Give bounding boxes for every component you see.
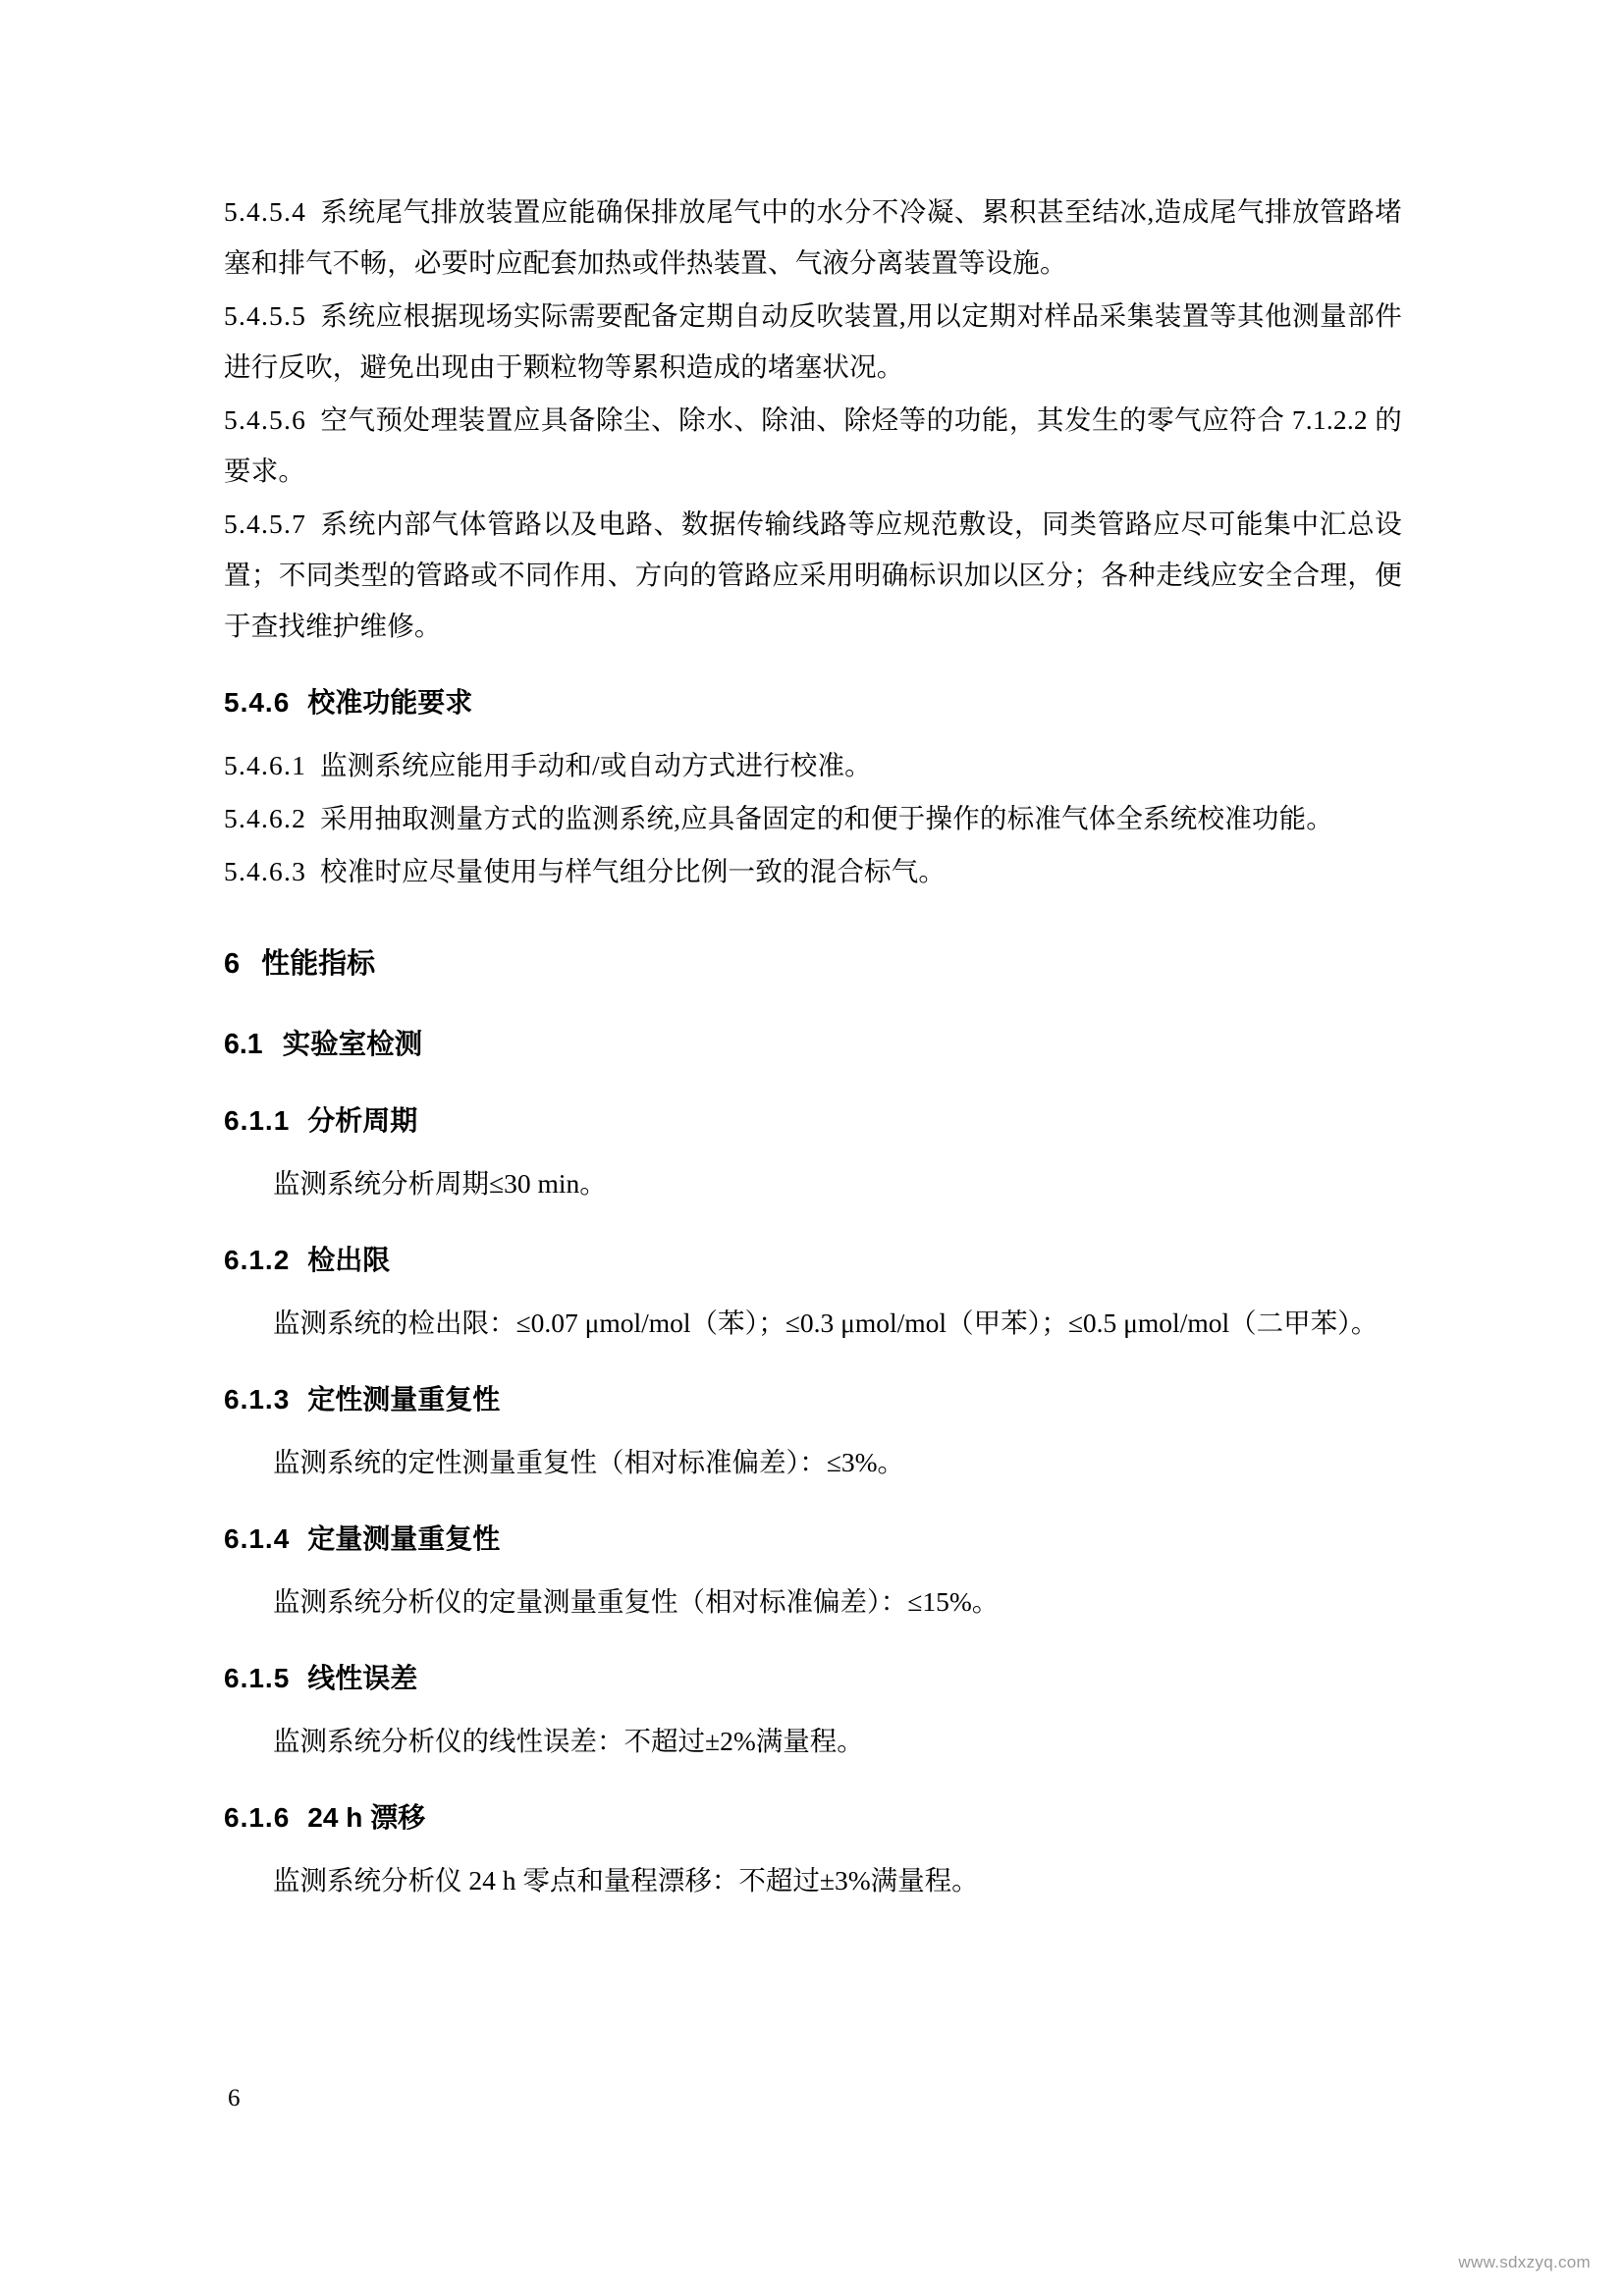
paragraph-6-1-2: 监测系统的检出限：≤0.07 μmol/mol（苯）；≤0.3 μmol/mol（甲苯）；≤0.5 μmol/mol（二甲苯）。 — [273, 1308, 1379, 1338]
clause-5-4-6-1 — [224, 740, 1402, 791]
heading-number: 6.1.2 — [224, 1245, 291, 1275]
clause-text: 监测系统应能用手动和/或自动方式进行校准。 — [320, 750, 872, 780]
clause-text: 校准时应尽量使用与样气组分比例一致的混合标气。 — [320, 856, 947, 886]
clause-text: 采用抽取测量方式的监测系统,应具备固定的和便于操作的标准气体全系统校准功能。 — [320, 803, 1334, 833]
clause-number: 5.4.5.6 — [224, 404, 307, 435]
clause-5-4-6-3 — [224, 846, 1402, 897]
clause-text: 系统应根据现场实际需要配备定期自动反吹装置,用以定期对样品采集装置等其他测量部件进行反吹，避免出现由于颗粒物等累积造成的堵塞状况。 — [224, 300, 1402, 382]
heading-6-1-6 — [224, 1792, 1402, 1843]
clause-number: 5.4.6.1 — [224, 750, 307, 780]
paragraph-6-1-6: 监测系统分析仪 24 h 零点和量程漂移：不超过±3%满量程。 — [273, 1865, 979, 1896]
heading-text: 实验室检测 — [282, 1029, 423, 1060]
heading-text: 定性测量重复性 — [307, 1384, 501, 1415]
heading-number: 5.4.6 — [224, 687, 291, 718]
heading-text: 校准功能要求 — [307, 687, 473, 718]
clause-text: 系统尾气排放装置应能确保排放尾气中的水分不冷凝、累积甚至结冰,造成尾气排放管路堵塞和排气不畅，必要时应配套加热或伴热装置、气液分离装置等设施。 — [224, 196, 1402, 278]
clause-number: 5.4.6.3 — [224, 856, 307, 886]
clause-text: 系统内部气体管路以及电路、数据传输线路等应规范敷设，同类管路应尽可能集中汇总设置；不同类型的管路或不同作用、方向的管路应采用明确标识加以区分；各种走线应安全合理，便于查找维护维修。 — [224, 508, 1402, 641]
page-content — [224, 187, 1402, 1916]
heading-6-1-5 — [224, 1653, 1402, 1704]
heading-number: 6.1.6 — [224, 1802, 291, 1833]
clause-5-4-5-6 — [224, 395, 1402, 497]
heading-6-1-3 — [224, 1374, 1402, 1425]
heading-number: 6.1.4 — [224, 1523, 291, 1554]
paragraph-6-1-3: 监测系统的定性测量重复性（相对标准偏差）：≤3%。 — [273, 1447, 904, 1477]
heading-number: 6 — [224, 948, 241, 980]
clause-number: 5.4.5.4 — [224, 196, 307, 227]
heading-5-4-6 — [224, 677, 1402, 728]
heading-6-1-2 — [224, 1235, 1402, 1286]
watermark: www.sdxzyq.com — [1458, 2253, 1591, 2271]
heading-6-1-4 — [224, 1514, 1402, 1565]
clause-5-4-5-7 — [224, 499, 1402, 652]
clause-text: 空气预处理装置应具备除尘、除水、除油、除烃等的功能，其发生的零气应符合 7.1.2.2 的要求。 — [224, 404, 1402, 486]
heading-text: 线性误差 — [307, 1663, 418, 1693]
clause-5-4-5-4 — [224, 187, 1402, 289]
clause-number: 5.4.6.2 — [224, 803, 307, 833]
heading-text: 24 h 漂移 — [307, 1802, 426, 1833]
heading-text: 性能指标 — [261, 948, 376, 980]
page-number: 6 — [228, 2085, 241, 2111]
heading-6-1 — [224, 1019, 1402, 1070]
paragraph-6-1-1: 监测系统分析周期≤30 min。 — [273, 1168, 607, 1199]
heading-number: 6.1 — [224, 1029, 263, 1060]
clause-number: 5.4.5.7 — [224, 508, 307, 539]
clause-5-4-6-2 — [224, 793, 1402, 844]
heading-text: 检出限 — [307, 1245, 391, 1275]
heading-text: 分析周期 — [307, 1105, 418, 1136]
heading-number: 6.1.1 — [224, 1105, 291, 1136]
paragraph-6-1-5: 监测系统分析仪的线性误差：不超过±2%满量程。 — [273, 1726, 864, 1756]
heading-6-1-1 — [224, 1095, 1402, 1147]
clause-number: 5.4.5.5 — [224, 300, 307, 331]
clause-5-4-5-5 — [224, 291, 1402, 393]
heading-6 — [224, 938, 1402, 989]
paragraph-6-1-4: 监测系统分析仪的定量测量重复性（相对标准偏差）：≤15%。 — [273, 1586, 1000, 1617]
heading-number: 6.1.5 — [224, 1663, 291, 1693]
heading-text: 定量测量重复性 — [307, 1523, 501, 1554]
heading-number: 6.1.3 — [224, 1384, 291, 1415]
